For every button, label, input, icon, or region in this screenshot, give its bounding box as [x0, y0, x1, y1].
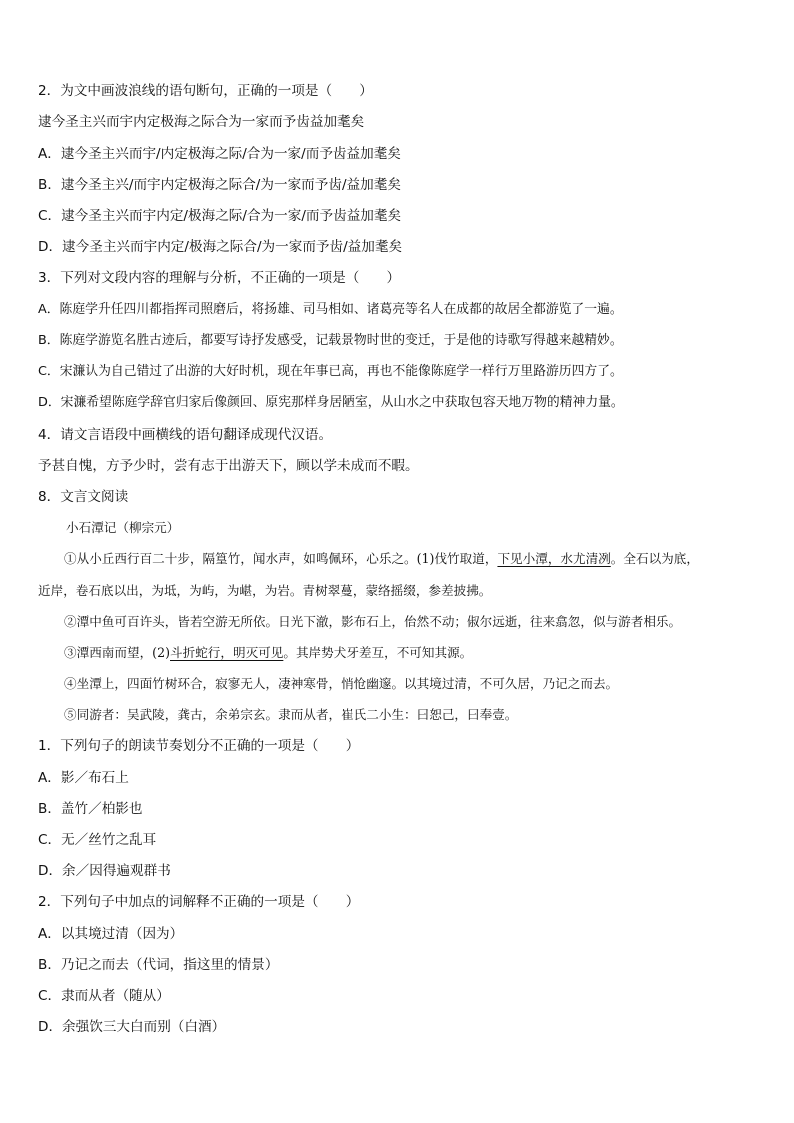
question-8-2-option-b: B．乃记之而去（代词，指这里的情景）: [38, 957, 279, 973]
question-2-sentence: 逮今圣主兴而宇内定极海之际合为一家而予齿益加耄矣: [38, 114, 365, 130]
question-2-option-a: A．逮今圣主兴而宇/内定极海之际/合为一家/而予齿益加耄矣: [38, 146, 401, 162]
passage-p1-underlined: 下见小潭，水尤清冽: [497, 551, 611, 566]
question-3-option-a: A．陈庭学升任四川都指挥司照磨后，将扬雄、司马相如、诸葛亮等名人在成都的故居全都游览了一遍。: [38, 302, 623, 317]
question-8-2-stem: 2．下列句子中加点的词解释不正确的一项是（ ）: [38, 894, 360, 910]
question-2-option-b: B．逮今圣主兴/而宇内定极海之际合/为一家而予齿/益加耄矣: [38, 177, 401, 193]
passage-title: 小石潭记（柳宗元）: [66, 520, 180, 535]
section-8-heading: 8．文言文阅读: [38, 489, 129, 505]
question-8-2-option-c: C．隶而从者（随从）: [38, 988, 170, 1004]
passage-paragraph-2: ②潭中鱼可百许头，皆若空游无所依。日光下澈，影布石上，佁然不动；俶尔远逝，往来翕忽，似与游者相乐。: [64, 614, 682, 629]
question-8-1-option-d: D．余／因得遍观群书: [38, 863, 171, 879]
question-3-option-b: B．陈庭学游览名胜古迹后，都要写诗抒发感受，记载景物时世的变迁，于是他的诗歌写得越来越精妙。: [38, 333, 623, 348]
passage-paragraph-3: [64, 644, 764, 662]
question-4-stem: 4．请文言语段中画横线的语句翻译成现代汉语。: [38, 427, 333, 443]
question-8-2-option-a: A．以其境过清（因为）: [38, 926, 184, 942]
passage-p1-text-b: 。全石以为底，: [610, 551, 699, 566]
question-8-1-option-b: B．盖竹／柏影也: [38, 801, 143, 817]
passage-paragraph-5: ⑤同游者：吴武陵，龚古，余弟宗玄。隶而从者，崔氏二小生：曰恕己，曰奉壹。: [64, 707, 518, 722]
question-3-option-c: C．宋濂认为自己错过了出游的大好时机，现在年事已高，再也不能像陈庭学一样行万里路游历四方了。: [38, 364, 623, 379]
question-2-option-c: C．逮今圣主兴而宇内定/极海之际/合为一家/而予齿益加耄矣: [38, 208, 402, 224]
passage-paragraph-1: [64, 550, 764, 568]
question-3-option-d: D．宋濂希望陈庭学辞官归家后像颜回、原宪那样身居陋室，从山水之中获取包容天地万物的精神力量。: [38, 395, 624, 410]
question-8-1-option-c: C．无／丝竹之乱耳: [38, 832, 157, 848]
question-2-stem: 2．为文中画波浪线的语句断句，正确的一项是（ ）: [38, 83, 373, 99]
question-8-2-option-d: D．余强饮三大白而别（白酒）: [38, 1019, 226, 1035]
passage-paragraph-1-cont: 近岸，卷石底以出，为坻，为屿，为嵁，为岩。青树翠蔓，蒙络摇缀，参差披拂。: [38, 583, 492, 598]
question-2-option-d: D．逮今圣主兴而宇内定/极海之际合/为一家而予齿/益加耄矣: [38, 239, 403, 255]
question-8-1-option-a: A．影／布石上: [38, 770, 129, 786]
passage-p1-text-a: ①从小丘西行百二十步，隔篁竹，闻水声，如鸣佩环，心乐之。(1)伐竹取道，: [64, 551, 498, 566]
question-3-stem: 3．下列对文段内容的理解与分析，不正确的一项是（ ）: [38, 270, 401, 286]
passage-p3-text-a: ③潭西南而望，(2): [64, 645, 170, 660]
passage-p3-underlined: 斗折蛇行，明灭可见: [170, 645, 284, 660]
question-4-sentence: 予甚自愧，方予少时，尝有志于出游天下，顾以学未成而不暇。: [38, 458, 419, 474]
passage-p3-text-b: 。其岸势犬牙差互，不可知其源。: [283, 645, 473, 660]
question-8-1-stem: 1．下列句子的朗读节奏划分不正确的一项是（ ）: [38, 738, 360, 754]
passage-paragraph-4: ④坐潭上，四面竹树环合，寂寥无人，凄神寒骨，悄怆幽邃。以其境过清，不可久居，乃记之而去。: [64, 676, 619, 691]
